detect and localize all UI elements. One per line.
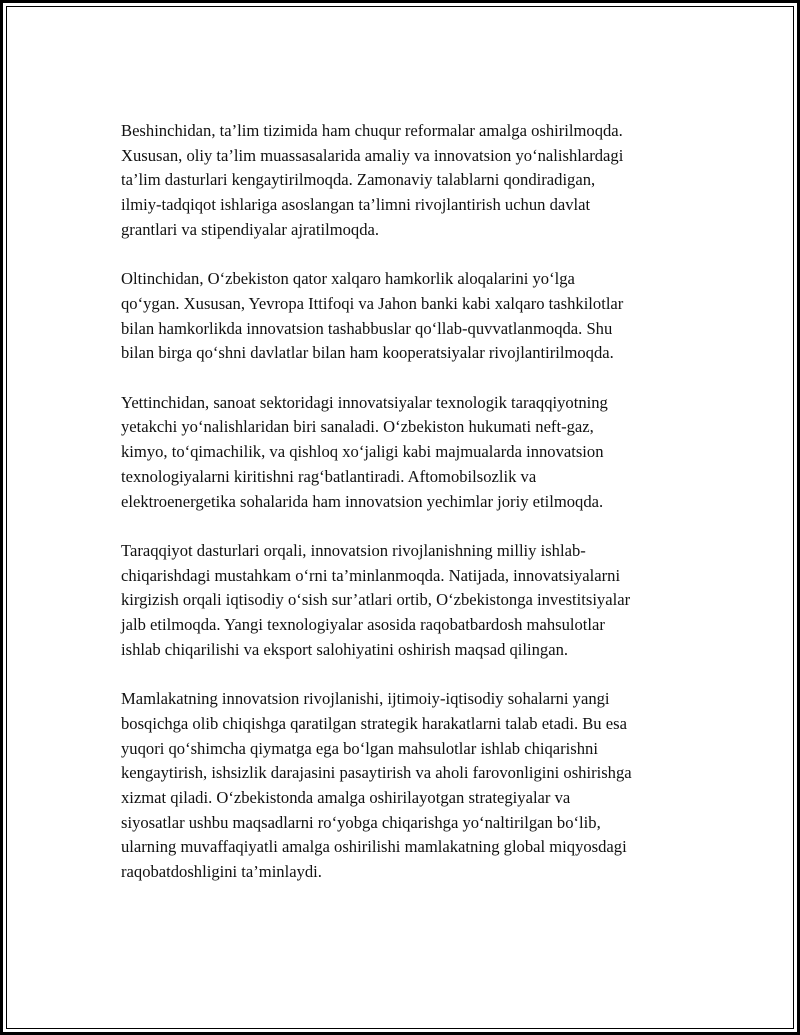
paragraph-3 — [121, 391, 691, 515]
text-line: ishlab chiqarilishi va eksport salohiyatini oshirish maqsad qilingan. — [121, 639, 569, 659]
text-line: qo‘ygan. Xususan, Yevropa Ittifoqi va Jahon banki kabi xalqaro tashkilotlar — [121, 293, 624, 313]
text-line: raqobatdoshligini ta’minlaydi. — [121, 862, 322, 882]
text-line: Taraqqiyot dasturlari orqali, innovatsion rivojlanishning milliy ishlab- — [121, 540, 586, 560]
paragraph-4 — [121, 539, 691, 663]
text-line: bilan hamkorlikda innovatsion tashabbuslar qo‘llab-quvvatlanmoqda. Shu — [121, 318, 613, 338]
text-line: yuqori qo‘shimcha qiymatga ega bo‘lgan mahsulotlar ishlab chiqarishni — [121, 738, 598, 758]
paragraph-2 — [121, 267, 691, 366]
text-line: xizmat qiladi. O‘zbekistonda amalga oshirilayotgan strategiyalar va — [121, 787, 571, 807]
document-body — [121, 119, 691, 909]
text-line: bilan birga qo‘shni davlatlar bilan ham kooperatsiyalar rivojlantirilmoqda. — [121, 343, 614, 363]
text-line: jalb etilmoqda. Yangi texnologiyalar asosida raqobatbardosh mahsulotlar — [121, 615, 605, 635]
paragraph-5 — [121, 687, 691, 885]
text-line: kengaytirish, ishsizlik darajasini pasaytirish va aholi farovonligini oshirishga — [121, 763, 632, 783]
text-line: Oltinchidan, O‘zbekiston qator xalqaro hamkorlik aloqalarini yo‘lga — [121, 269, 575, 289]
text-line: kimyo, to‘qimachilik, va qishloq xo‘jaligi kabi majmualarda innovatsion — [121, 442, 604, 462]
text-line: texnologiyalarni kiritishni rag‘batlantiradi. Aftomobilsozlik va — [121, 466, 537, 486]
text-line: elektroenergetika sohalarida ham innovatsion yechimlar joriy etilmoqda. — [121, 491, 604, 511]
text-line: ta’lim dasturlari kengaytirilmoqda. Zamonaviy talablarni qondiradigan, — [121, 170, 596, 190]
text-line: bosqichga olib chiqishga qaratilgan strategik harakatlarni talab etadi. Bu esa — [121, 713, 627, 733]
text-line: yetakchi yo‘nalishlaridan biri sanaladi. O‘zbekiston hukumati neft-gaz, — [121, 417, 594, 437]
text-line: siyosatlar ushbu maqsadlarni ro‘yobga chiqarishga yo‘naltirilgan bo‘lib, — [121, 812, 601, 832]
paragraph-1 — [121, 119, 691, 243]
text-line: Beshinchidan, ta’lim tizimida ham chuqur reformalar amalga oshirilmoqda. — [121, 121, 623, 140]
text-line: chiqarishdagi mustahkam o‘rni ta’minlanmoqda. Natijada, innovatsiyalarni — [121, 565, 621, 585]
text-line: Xususan, oliy ta’lim muassasalarida amaliy va innovatsion yo‘nalishlardagi — [121, 145, 624, 165]
text-line: ilmiy-tadqiqot ishlariga asoslangan ta’limni rivojlantirish uchun davlat — [121, 195, 591, 215]
text-line: kirgizish orqali iqtisodiy o‘sish sur’atlari ortib, O‘zbekistonga investitsiyalar — [121, 590, 631, 610]
text-line: Mamlakatning innovatsion rivojlanishi, ijtimoiy-iqtisodiy sohalarni yangi — [121, 689, 610, 709]
text-line: grantlari va stipendiyalar ajratilmoqda. — [121, 219, 380, 239]
text-line: Yettinchidan, sanoat sektoridagi innovatsiyalar texnologik taraqqiyotning — [121, 392, 608, 412]
text-line: ularning muvaffaqiyatli amalga oshirilishi mamlakatning global miqyosdagi — [121, 837, 627, 857]
